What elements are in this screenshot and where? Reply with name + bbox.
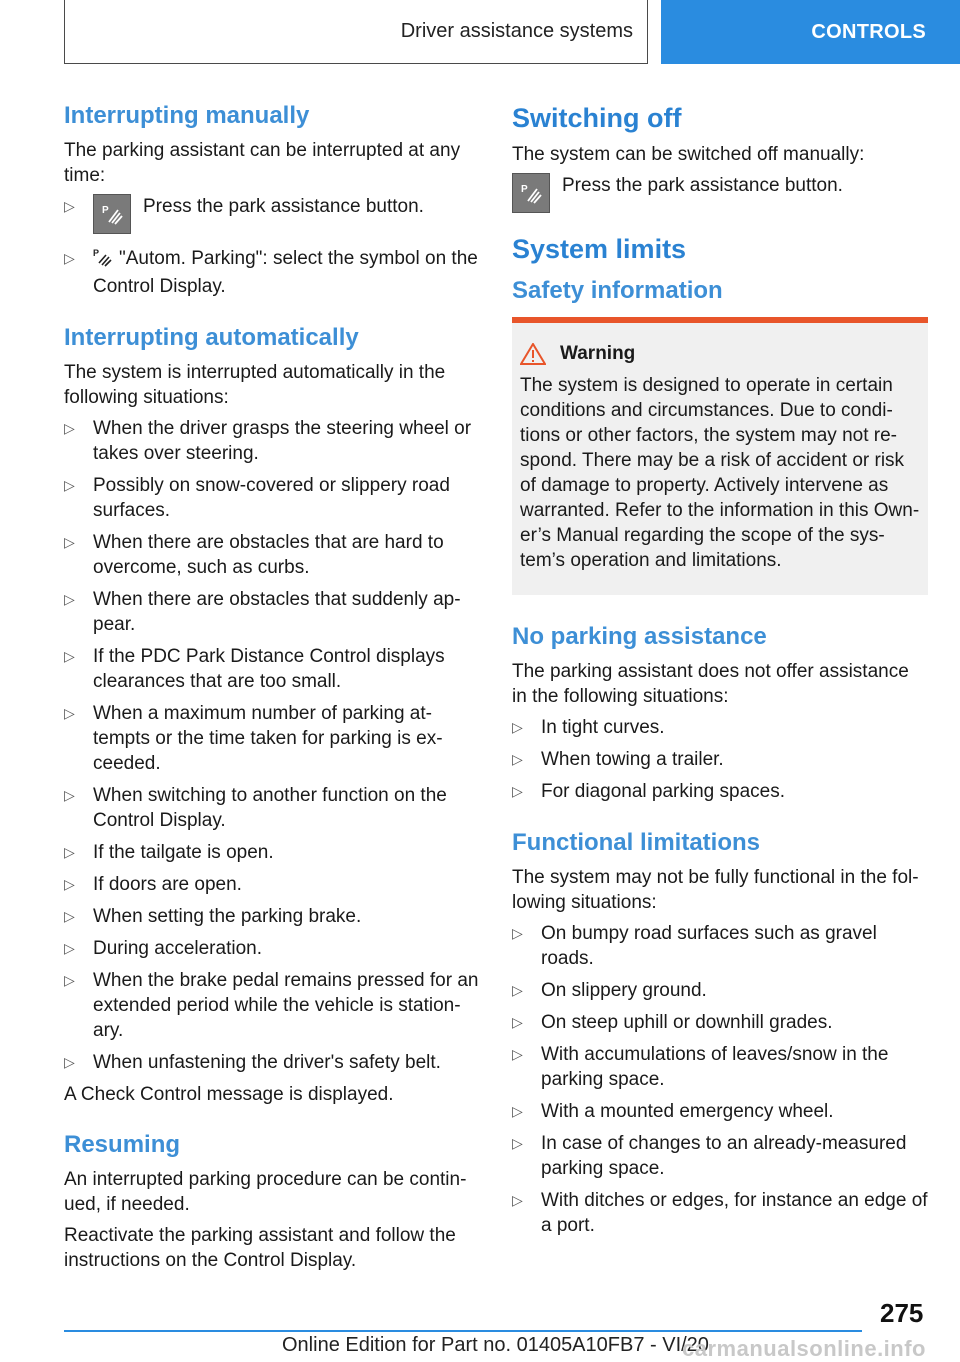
list-item-text: If the PDC Park Distance Control displays clearances that are too small. <box>93 646 445 692</box>
bullet-icon: ▷ <box>64 648 75 664</box>
bullet-icon: ▷ <box>512 1014 523 1030</box>
list-item-text: When there are obstacles that suddenly ap‐pear. <box>93 589 461 635</box>
warning-triangle-icon <box>520 343 546 365</box>
heading-interrupting-manually: Interrupting manually <box>64 102 310 129</box>
list-item-text: When the brake pedal remains pressed for an extended period while the vehicle is station‐ary. <box>93 970 479 1041</box>
list-item <box>64 587 480 637</box>
interrupt-auto-intro: The system is interrupted automatically in the following situations: <box>64 362 446 408</box>
bullet-icon: ▷ <box>64 534 75 550</box>
bullet-icon: ▷ <box>64 908 75 924</box>
bullet-icon: ▷ <box>64 1054 75 1070</box>
functional-intro: The system may not be fully functional in the fol‐lowing situations: <box>512 867 919 913</box>
watermark: carmanualsonline.info <box>682 1336 926 1361</box>
list-item <box>512 779 928 804</box>
list-item-text: "Autom. Parking": select the symbol on the Control Display. <box>93 248 478 297</box>
list-item <box>512 747 928 772</box>
list-item <box>64 701 480 776</box>
section-title: Driver assistance systems <box>400 20 633 42</box>
bullet-icon: ▷ <box>64 972 75 988</box>
edition-text: Online Edition for Part no. 01405A10FB7 - VI/20 <box>282 1334 709 1356</box>
switch-off-button-row <box>512 173 928 213</box>
list-item-text: In tight curves. <box>541 717 665 738</box>
list-item <box>64 644 480 694</box>
warning-title-row <box>520 343 920 365</box>
list-item-text: If doors are open. <box>93 874 242 895</box>
list-item-text: When there are obstacles that are hard to overcome, such as curbs. <box>93 532 444 578</box>
list-item <box>512 921 928 971</box>
bullet-icon: ▷ <box>64 876 75 892</box>
svg-text:P: P <box>521 184 528 195</box>
bullet-icon: ▷ <box>512 1046 523 1062</box>
list-item-text: With accumulations of leaves/snow in the parking space. <box>541 1044 889 1090</box>
resuming-paragraph-1: An interrupted parking procedure can be contin‐ued, if needed. <box>64 1169 467 1215</box>
left-column <box>64 100 480 1279</box>
list-item-text: For diagonal parking spaces. <box>541 781 785 802</box>
list-item <box>64 783 480 833</box>
svg-text:P: P <box>102 205 109 216</box>
resuming-paragraph-2: Reactivate the parking assistant and follow the instructions on the Control Display. <box>64 1225 456 1271</box>
functional-list <box>512 921 928 1238</box>
switch-off-button-text: Press the park assistance button. <box>562 175 843 196</box>
list-item-text: When switching to another function on the Control Display. <box>93 785 447 831</box>
bullet-icon: ▷ <box>64 705 75 721</box>
list-item <box>512 978 928 1003</box>
list-item-text: On bumpy road surfaces such as gravel roads. <box>541 923 877 969</box>
park-assist-button-icon <box>512 173 550 213</box>
bullet-icon: ▷ <box>64 787 75 803</box>
list-item <box>512 1042 928 1092</box>
list-item-text: When the driver grasps the steering wheel or takes over steering. <box>93 418 472 464</box>
list-item-text: With a mounted emergency wheel. <box>541 1101 834 1122</box>
bullet-icon: ▷ <box>512 1135 523 1151</box>
list-item-text: Press the park assistance button. <box>143 196 424 217</box>
no-assist-intro: The parking assistant does not offer assistance in the following situations: <box>512 661 909 707</box>
list-item-text: If the tailgate is open. <box>93 842 274 863</box>
list-item-text: In case of changes to an already-measured parking space. <box>541 1133 907 1179</box>
list-item <box>512 715 928 740</box>
list-item-text: When setting the parking brake. <box>93 906 362 927</box>
bullet-icon: ▷ <box>64 940 75 956</box>
parking-symbol-icon <box>93 247 113 274</box>
list-item <box>64 473 480 523</box>
interrupt-auto-list <box>64 416 480 1075</box>
list-item-text: During acceleration. <box>93 938 262 959</box>
list-item <box>512 1010 928 1035</box>
bullet-icon: ▷ <box>64 844 75 860</box>
controls-tab-label: CONTROLS <box>811 20 926 43</box>
heading-interrupting-automatically: Interrupting automatically <box>64 324 359 351</box>
bullet-icon: ▷ <box>512 751 523 767</box>
controls-tab[interactable] <box>661 0 960 64</box>
bullet-icon: ▷ <box>512 925 523 941</box>
interrupt-manual-intro: The parking assistant can be interrupted at any time: <box>64 140 461 186</box>
footer-divider <box>64 1330 862 1332</box>
heading-switching-off: Switching off <box>512 103 682 133</box>
list-item-text: When a maximum number of parking at‐tempts or the time taken for parking is ex‐ceeded. <box>93 703 443 774</box>
heading-resuming: Resuming <box>64 1131 181 1158</box>
bullet-icon: ▷ <box>512 1192 523 1208</box>
list-item <box>64 936 480 961</box>
list-item <box>64 530 480 580</box>
heading-no-parking-assistance: No parking assistance <box>512 623 767 650</box>
bullet-icon: ▷ <box>512 982 523 998</box>
list-item <box>512 1099 928 1124</box>
bullet-icon: ▷ <box>64 477 75 493</box>
warning-text: The system is designed to operate in certain conditions and circumstances. Due to condi‐tions or other factors, the system may not re‐spond. There may be a risk of accident or risk of damage to property. Actively intervene as warranted. Refer to the information in this Own‐er’s Manual regarding the scope of the sys‐tem’s operation and limitations. <box>520 375 920 571</box>
bullet-icon: ▷ <box>512 783 523 799</box>
list-item-text: Possibly on snow-covered or slippery road surfaces. <box>93 475 450 521</box>
heading-system-limits: System limits <box>512 234 687 264</box>
bullet-icon: ▷ <box>64 198 75 214</box>
list-item-text: When unfastening the driver's safety belt. <box>93 1052 441 1073</box>
list-item <box>64 904 480 929</box>
switching-off-intro: The system can be switched off manually: <box>512 144 865 165</box>
list-item <box>64 840 480 865</box>
section-header <box>64 0 648 64</box>
list-item <box>512 1131 928 1181</box>
list-item <box>64 1050 480 1075</box>
no-assist-list <box>512 715 928 804</box>
list-item-text: On steep uphill or downhill grades. <box>541 1012 833 1033</box>
list-item <box>64 246 480 299</box>
warning-title: Warning <box>560 343 636 364</box>
list-item <box>64 968 480 1043</box>
list-item <box>64 872 480 897</box>
list-item <box>512 1188 928 1238</box>
list-item <box>64 194 480 234</box>
bullet-icon: ▷ <box>512 719 523 735</box>
list-item-text: On slippery ground. <box>541 980 707 1001</box>
bullet-icon: ▷ <box>64 250 75 266</box>
interrupt-manual-list <box>64 194 480 299</box>
page-number: 275 <box>880 1298 924 1328</box>
bullet-icon: ▷ <box>64 591 75 607</box>
list-item-text: With ditches or edges, for instance an edge of a port. <box>541 1190 928 1236</box>
heading-functional-limitations: Functional limitations <box>512 829 761 856</box>
heading-safety-information: Safety information <box>512 277 723 304</box>
right-column <box>512 100 928 1245</box>
park-assist-button-icon <box>93 194 131 234</box>
list-item-text: When towing a trailer. <box>541 749 724 770</box>
svg-text:P: P <box>93 248 100 258</box>
list-item <box>64 416 480 466</box>
bullet-icon: ▷ <box>512 1103 523 1119</box>
bullet-icon: ▷ <box>64 420 75 436</box>
warning-box <box>512 317 928 595</box>
interrupt-auto-outro: A Check Control message is displayed. <box>64 1084 394 1105</box>
